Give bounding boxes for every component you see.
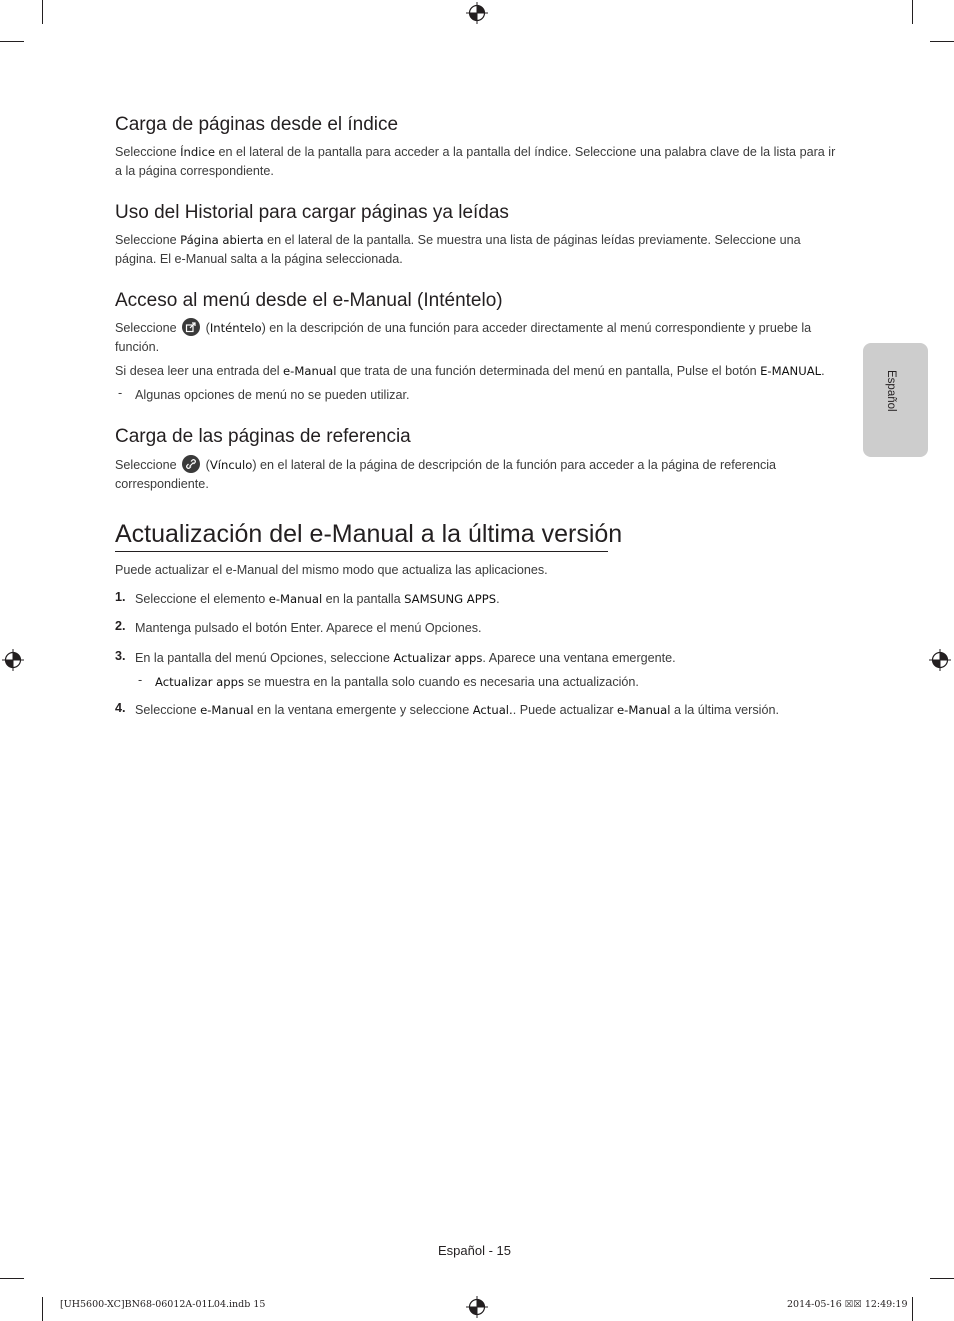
note-dash: - (138, 673, 143, 687)
menu-term: e-Manual (268, 592, 323, 606)
crop-mark (912, 1297, 913, 1321)
text: en el lateral de la pantalla. Se muestra una lista de páginas leídas previamente. Seleccione una página. El e-Manual salta a la página seleccionada. (115, 233, 801, 266)
intro-paragraph: Puede actualizar el e-Manual del mismo modo que actualiza las aplicaciones. (115, 563, 548, 577)
step-text (135, 701, 835, 720)
step-number: 1. (115, 590, 126, 604)
page-title: Actualización del e-Manual a la última versión (115, 520, 623, 548)
menu-term: SAMSUNG APPS (404, 592, 497, 606)
note-text: Algunas opciones de menú no se pueden utilizar. (135, 388, 410, 402)
section-paragraph (115, 231, 837, 269)
link-icon (182, 455, 200, 473)
step-text (135, 619, 835, 638)
section-heading: Carga de las páginas de referencia (115, 426, 411, 447)
step-text (135, 649, 835, 668)
menu-term: Actual. (472, 703, 513, 717)
text: en la pantalla (322, 592, 405, 606)
menu-term: e-Manual (617, 703, 671, 717)
menu-term: Actualizar apps (155, 675, 245, 689)
menu-term: e-Manual (283, 364, 337, 378)
registration-mark-icon (929, 649, 951, 671)
text: se muestra en la pantalla solo cuando es necesaria una actualización. (244, 675, 639, 689)
crop-mark (42, 0, 43, 24)
text: En la pantalla del menú Opciones, seleccione (135, 651, 394, 665)
step-number: 3. (115, 649, 126, 663)
text: . Aparece una ventana emergente. (482, 651, 676, 665)
text: ( (202, 458, 210, 472)
registration-mark-icon (466, 1296, 488, 1318)
section-heading: Uso del Historial para cargar páginas ya leídas (115, 202, 509, 223)
text: Mantenga pulsado el botón Enter. Aparece el menú Opciones. (135, 621, 482, 635)
text: que trata de una función determinada del menú en pantalla, Pulse el botón (336, 364, 761, 378)
menu-term: e-Manual (200, 703, 254, 717)
text: Seleccione (115, 145, 181, 159)
menu-term: Actualizar apps (393, 651, 483, 665)
text: en la ventana emergente y seleccione (253, 703, 473, 717)
page-number: Español - 15 (438, 1243, 511, 1258)
text: . (821, 364, 825, 378)
text: ) en el lateral de la página de descripción de la función para acceder a la página de referencia correspondiente. (115, 458, 777, 491)
text: Seleccione el elemento (135, 592, 269, 606)
text: Seleccione (115, 233, 181, 247)
crop-mark (42, 1297, 43, 1321)
menu-term: Inténtelo (209, 321, 262, 335)
step-number: 4. (115, 701, 126, 715)
print-file-info: [UH5600-XC]BN68-06012A-01L04.indb 15 (60, 1299, 266, 1310)
arrow-out-icon (182, 318, 200, 336)
side-tab-label: Español (885, 370, 897, 412)
section-paragraph (115, 362, 837, 381)
text: ( (202, 321, 210, 335)
section-heading: Carga de páginas desde el índice (115, 114, 399, 135)
section-heading: Acceso al menú desde el e-Manual (Inténtelo) (115, 290, 503, 311)
note-dash: - (118, 386, 123, 400)
text: a la última versión. (670, 703, 779, 717)
print-timestamp: 2014-05-16 ☒☒ 12:49:19 (787, 1299, 908, 1310)
text: . Puede actualizar (512, 703, 618, 717)
text: Seleccione (135, 703, 201, 717)
section-paragraph (115, 455, 837, 494)
text: Si desea leer una entrada del (115, 364, 284, 378)
title-underline (115, 551, 608, 552)
menu-term: Página abierta (180, 233, 264, 247)
step-text (135, 590, 835, 609)
note-text (155, 673, 855, 692)
menu-term: Vínculo (209, 458, 253, 472)
crop-mark (930, 1278, 954, 1279)
section-paragraph (115, 143, 837, 181)
crop-mark (930, 41, 954, 42)
text: Seleccione (115, 458, 181, 472)
button-term: E-MANUAL (760, 364, 822, 378)
text: . (496, 592, 500, 606)
text: Seleccione (115, 321, 181, 335)
text: en el lateral de la pantalla para acceder a la pantalla del índice. Seleccione una palabra clave de la lista para ir a la página correspondiente. (115, 145, 836, 178)
section-paragraph (115, 318, 837, 357)
menu-term: Índice (180, 145, 215, 159)
registration-mark-icon (2, 649, 24, 671)
crop-mark (0, 41, 24, 42)
text: ) en la descripción de una función para acceder directamente al menú correspondiente y pruebe la función. (115, 321, 812, 354)
crop-mark (912, 0, 913, 24)
crop-mark (0, 1278, 24, 1279)
registration-mark-icon (466, 2, 488, 24)
step-number: 2. (115, 619, 126, 633)
